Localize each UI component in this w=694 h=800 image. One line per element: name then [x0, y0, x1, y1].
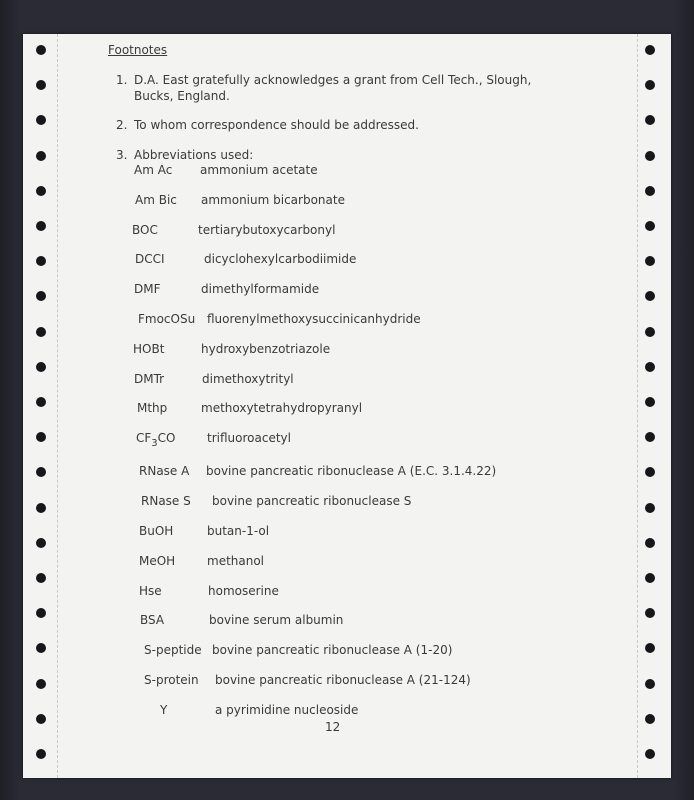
abbr-definition: ammonium bicarbonate	[201, 193, 345, 207]
tractor-hole	[36, 256, 46, 266]
tractor-hole	[645, 327, 655, 337]
tractor-hole	[36, 221, 46, 231]
tractor-hole	[645, 749, 655, 759]
footnote-3-line1: Abbreviations used:	[134, 148, 254, 162]
footnote-1-line1: D.A. East gratefully acknowledges a grant from Cell Tech., Slough,	[134, 73, 532, 87]
tractor-hole	[36, 643, 46, 653]
tractor-hole	[645, 362, 655, 372]
abbr-definition: methoxytetrahydropyranyl	[201, 401, 363, 415]
tractor-holes-left	[31, 34, 51, 778]
abbr-definition: bovine pancreatic ribonuclease A (E.C. 3.1.4.22)	[206, 464, 497, 478]
abbr-definition: dimethylformamide	[201, 282, 320, 296]
abbr-term: Mthp	[137, 401, 168, 415]
tractor-hole	[645, 186, 655, 196]
perforation-right	[637, 34, 638, 778]
tractor-hole	[36, 432, 46, 442]
abbr-term: RNase A	[139, 464, 190, 478]
abbr-term-cf3co	[136, 431, 175, 451]
abbr-term: RNase S	[141, 494, 191, 508]
tractor-hole	[36, 291, 46, 301]
tractor-hole	[645, 256, 655, 266]
perforation-left	[57, 34, 58, 778]
abbr-definition: trifluoroacetyl	[207, 431, 291, 445]
tractor-hole	[645, 643, 655, 653]
document-page	[23, 34, 671, 778]
abbr-definition: ammonium acetate	[200, 163, 318, 177]
tractor-hole	[645, 80, 655, 90]
abbr-definition: bovine pancreatic ribonuclease A (21-124)	[215, 673, 471, 687]
abbr-definition: tertiarybutoxycarbonyl	[198, 223, 336, 237]
tractor-hole	[36, 397, 46, 407]
tractor-hole	[36, 467, 46, 477]
tractor-hole	[36, 503, 46, 513]
tractor-hole	[645, 714, 655, 724]
footnote-2-line1: To whom correspondence should be addressed.	[134, 118, 419, 132]
abbr-term: DMTr	[134, 372, 165, 386]
abbr-definition: bovine pancreatic ribonuclease A (1-20)	[212, 643, 453, 657]
abbr-term: MeOH	[139, 554, 176, 568]
tractor-hole	[36, 608, 46, 618]
tractor-hole	[36, 573, 46, 583]
abbr-term: DCCI	[135, 252, 165, 266]
tractor-hole	[645, 221, 655, 231]
abbr-term: Hse	[139, 584, 162, 598]
abbr-term-subscript: 3	[151, 438, 158, 449]
tractor-hole	[645, 608, 655, 618]
footnote-3-number: 3.	[116, 148, 128, 162]
tractor-hole	[645, 45, 655, 55]
abbr-term-part: CO	[157, 431, 176, 445]
abbr-term: BOC	[132, 223, 158, 237]
abbr-definition: bovine pancreatic ribonuclease S	[212, 494, 412, 508]
tractor-hole	[36, 151, 46, 161]
abbr-term: Am Ac	[134, 163, 173, 177]
tractor-hole	[36, 45, 46, 55]
abbr-term-part: CF	[136, 431, 152, 445]
abbr-term: HOBt	[133, 342, 165, 356]
footnote-2-number: 2.	[116, 118, 128, 132]
footnote-1-number: 1.	[116, 73, 128, 87]
tractor-hole	[645, 503, 655, 513]
tractor-hole	[36, 538, 46, 548]
abbr-definition: dimethoxytrityl	[202, 372, 294, 386]
tractor-hole	[645, 432, 655, 442]
tractor-hole	[645, 291, 655, 301]
tractor-hole	[645, 538, 655, 548]
tractor-hole	[645, 151, 655, 161]
tractor-hole	[36, 679, 46, 689]
footnotes-title: Footnotes	[108, 43, 168, 57]
abbr-definition: dicyclohexylcarbodiimide	[204, 252, 357, 266]
abbr-definition: butan-1-ol	[207, 524, 270, 538]
abbr-term: S-peptide	[144, 643, 202, 657]
abbr-term: DMF	[134, 282, 161, 296]
tractor-hole	[36, 327, 46, 337]
abbr-definition: hydroxybenzotriazole	[201, 342, 331, 356]
tractor-hole	[645, 397, 655, 407]
tractor-hole	[36, 80, 46, 90]
abbr-definition: fluorenylmethoxysuccinicanhydride	[207, 312, 421, 326]
abbr-definition: bovine serum albumin	[209, 613, 344, 627]
abbr-term: BSA	[140, 613, 165, 627]
tractor-hole	[645, 467, 655, 477]
page-number: 12	[325, 720, 341, 734]
abbr-term: FmocOSu	[138, 312, 196, 326]
abbr-definition: methanol	[207, 554, 265, 568]
tractor-holes-right	[640, 34, 660, 778]
abbr-definition: homoserine	[208, 584, 279, 598]
tractor-hole	[36, 186, 46, 196]
abbr-term: Y	[160, 703, 168, 717]
tractor-hole	[645, 573, 655, 583]
abbr-term: Am Bic	[135, 193, 177, 207]
tractor-hole	[645, 115, 655, 125]
tractor-hole	[36, 749, 46, 759]
tractor-hole	[36, 115, 46, 125]
abbr-term: BuOH	[139, 524, 174, 538]
tractor-hole	[36, 362, 46, 372]
abbr-term: S-protein	[144, 673, 199, 687]
tractor-hole	[36, 714, 46, 724]
tractor-hole	[645, 679, 655, 689]
abbr-definition: a pyrimidine nucleoside	[215, 703, 359, 717]
footnote-1-line2: Bucks, England.	[134, 89, 230, 103]
